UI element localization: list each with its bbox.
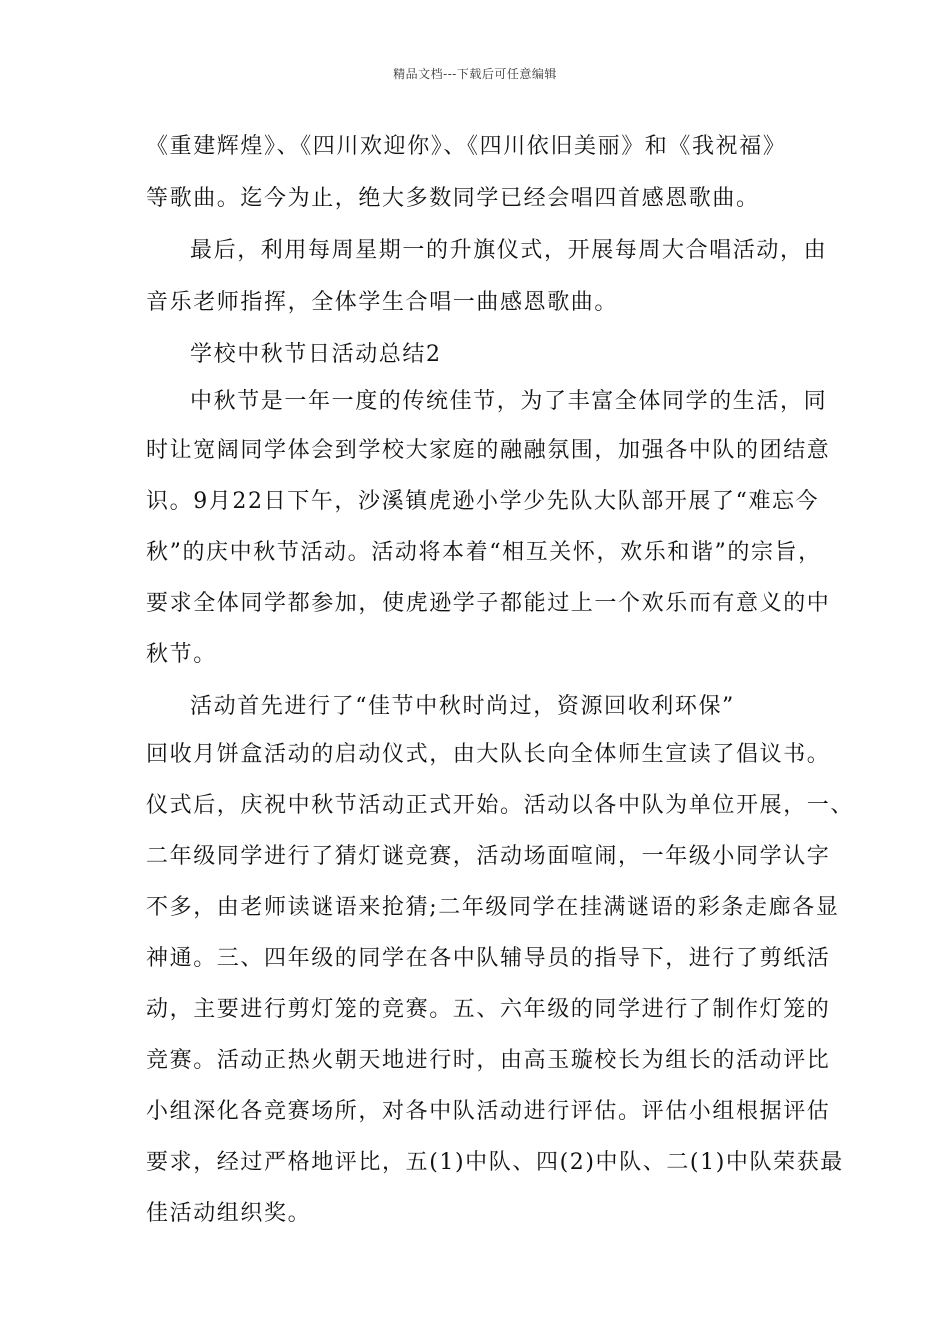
paragraph-line: 秋”的庆中秋节活动。活动将本着“相互关怀，欢乐和谐”的宗旨， xyxy=(146,540,822,565)
paragraph-line: 最后，利用每周星期一的升旗仪式，开展每周大合唱活动，由 xyxy=(190,238,828,263)
paragraph-line: 要求，经过严格地评比，五(1)中队、四(2)中队、二(1)中队荣获最 xyxy=(146,1150,844,1175)
paragraph-line: 回收月饼盒活动的启动仪式，由大队长向全体师生宣读了倡议书。 xyxy=(146,742,831,767)
paragraph-line: 《重建辉煌》、《四川欢迎你》、《四川依旧美丽》和《我祝福》 xyxy=(146,134,787,159)
paragraph-line: 动，主要进行剪灯笼的竞赛。五、六年级的同学进行了制作灯笼的 xyxy=(146,997,831,1022)
paragraph-line: 活动首先进行了“佳节中秋时尚过，资源回收利环保” xyxy=(190,694,735,719)
section-heading: 学校中秋节日活动总结2 xyxy=(190,342,442,367)
paragraph-line: 秋节。 xyxy=(146,642,217,667)
paragraph-line: 要求全体同学都参加，使虎逊学子都能过上一个欢乐而有意义的中 xyxy=(146,591,831,616)
paragraph-line: 不多，由老师读谜语来抢猜;二年级同学在挂满谜语的彩条走廊各显 xyxy=(146,895,840,920)
paragraph-line: 等歌曲。迄今为止，绝大多数同学已经会唱四首感恩歌曲。 xyxy=(146,186,760,211)
paragraph-line: 佳活动组织奖。 xyxy=(146,1201,312,1226)
paragraph-line: 中秋节是一年一度的传统佳节，为了丰富全体同学的生活，同 xyxy=(190,389,828,414)
paragraph-line: 二年级同学进行了猜灯谜竞赛，活动场面喧闹，一年级小同学认字 xyxy=(146,844,831,869)
paragraph-line: 音乐老师指挥，全体学生合唱一曲感恩歌曲。 xyxy=(146,290,619,315)
paragraph-line: 小组深化各竞赛场所，对各中队活动进行评估。评估小组根据评估 xyxy=(146,1099,831,1124)
page-header: 精品文档---下载后可任意编辑 xyxy=(393,67,557,81)
paragraph-line: 神通。三、四年级的同学在各中队辅导员的指导下，进行了剪纸活 xyxy=(146,946,831,971)
paragraph-line: 竞赛。活动正热火朝天地进行时，由高玉璇校长为组长的活动评比 xyxy=(146,1048,831,1073)
paragraph-line: 时让宽阔同学体会到学校大家庭的融融氛围，加强各中队的团结意 xyxy=(146,438,831,463)
paragraph-line: 仪式后，庆祝中秋节活动正式开始。活动以各中队为单位开展，一、 xyxy=(146,793,855,818)
paragraph-line: 识。9月22日下午，沙溪镇虎逊小学少先队大队部开展了“难忘今 xyxy=(146,489,820,514)
